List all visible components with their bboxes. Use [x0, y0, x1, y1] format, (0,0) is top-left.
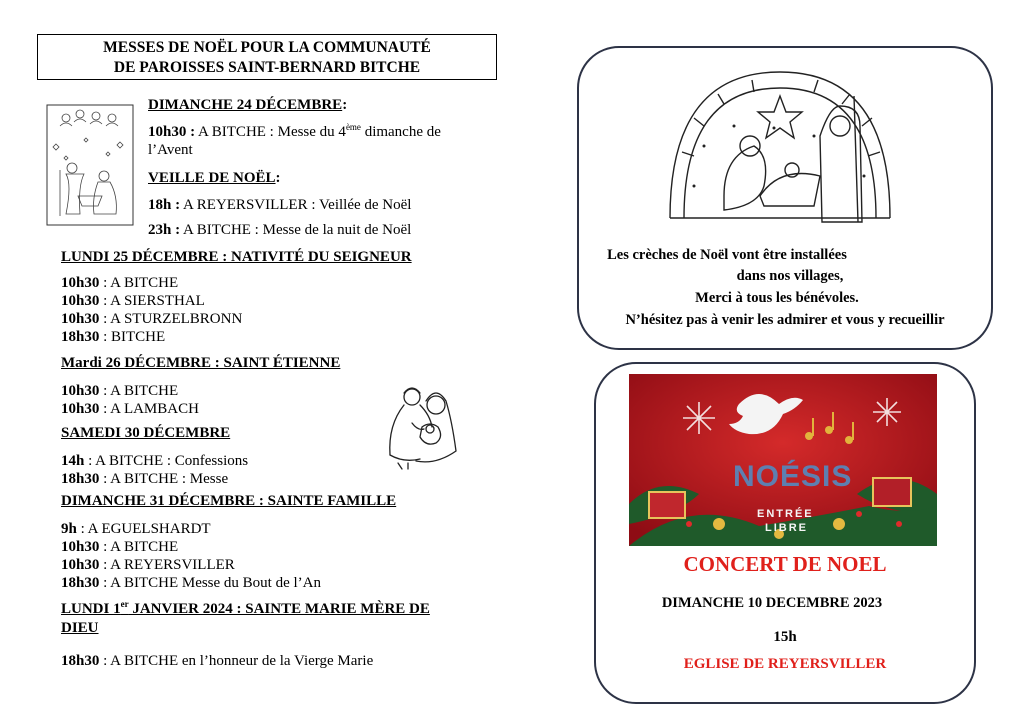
creches-text-line-4: N’hésitez pas à venir les admirer et vous y recueillir: [625, 312, 945, 328]
schedule-entry: 18h : A REYERSVILLER : Veillée de Noël: [148, 197, 412, 213]
schedule-entry: 10h30 : A BITCHE: [61, 383, 179, 399]
schedule-entry: 18h30 : BITCHE: [61, 329, 166, 345]
schedule-entry: 10h30 : A REYERSVILLER: [61, 557, 235, 573]
holy-family-illustration: [382, 383, 468, 471]
section-heading-jan1: LUNDI 1er JANVIER 2024 : SAINTE MARIE MÈRE DE: [61, 599, 430, 617]
title-line-2: DE PAROISSES SAINT-BERNARD BITCHE: [113, 59, 421, 76]
creches-text-line-1: Les crèches de Noël vont être installées: [607, 247, 847, 263]
schedule-entry: 18h30 : A BITCHE : Messe: [61, 471, 229, 487]
section-heading-sam30: SAMEDI 30 DÉCEMBRE: [61, 425, 231, 441]
schedule-entry: 10h30 : A BITCHE : Messe du 4ème dimanche de: [148, 122, 441, 140]
concert-time: 15h: [773, 629, 797, 645]
document-title: [37, 34, 497, 80]
title-line-1: MESSES DE NOËL POUR LA COMMUNAUTÉ: [103, 39, 431, 56]
concert-date: DIMANCHE 10 DECEMBRE 2023: [661, 595, 883, 611]
schedule-entry: 18h30 : A BITCHE en l’honneur de la Vierge Marie: [61, 653, 374, 669]
schedule-entry: 18h30 : A BITCHE Messe du Bout de l’An: [61, 575, 322, 591]
section-heading-lun25: LUNDI 25 DÉCEMBRE : NATIVITÉ DU SEIGNEUR: [61, 249, 412, 265]
nativity-illustration-small: [46, 104, 134, 226]
section-heading-mar26: Mardi 26 DÉCEMBRE : SAINT ÉTIENNE: [61, 355, 341, 371]
section-heading-veille: VEILLE DE NOËL:: [148, 170, 281, 186]
concert-banner: [629, 374, 937, 546]
schedule-entry: 14h : A BITCHE : Confessions: [61, 453, 249, 469]
section-heading-dim24: DIMANCHE 24 DÉCEMBRE:: [148, 97, 348, 113]
nativity-illustration-large: [664, 66, 896, 226]
schedule-entry: 10h30 : A LAMBACH: [61, 401, 199, 417]
creches-text-line-2: dans nos villages,: [736, 268, 844, 284]
schedule-entry: 9h : A EGUELSHARDT: [61, 521, 211, 537]
section-heading-jan1-continued: DIEU: [61, 620, 99, 636]
concert-title: CONCERT DE NOEL: [683, 552, 887, 576]
schedule-entry: 10h30 : A STURZELBRONN: [61, 311, 243, 327]
schedule-entry: 10h30 : A BITCHE: [61, 539, 179, 555]
schedule-entry: 10h30 : A BITCHE: [61, 275, 179, 291]
creches-text-line-3: Merci à tous les bénévoles.: [695, 290, 859, 306]
concert-place: EGLISE DE REYERSVILLER: [683, 656, 887, 672]
schedule-entry: 10h30 : A SIERSTHAL: [61, 293, 205, 309]
section-heading-dim31: DIMANCHE 31 DÉCEMBRE : SAINTE FAMILLE: [61, 493, 397, 509]
banner-brand: NOÉSIS: [733, 460, 853, 493]
schedule-entry-continued: l’Avent: [148, 142, 193, 158]
banner-entry-line-2: LIBRE: [765, 522, 808, 534]
schedule-entry: 23h : A BITCHE : Messe de la nuit de Noël: [148, 222, 412, 238]
banner-entry-line-1: ENTRÉE: [757, 508, 814, 520]
